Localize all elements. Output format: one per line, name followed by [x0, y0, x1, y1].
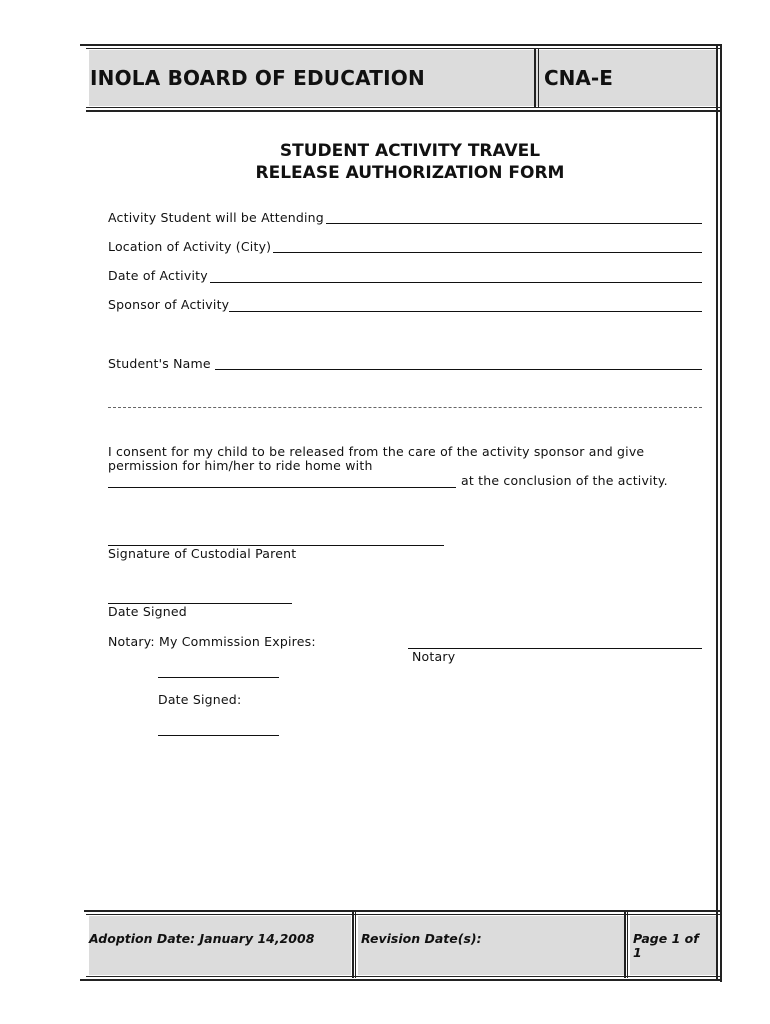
- header-divider-inner: [538, 48, 539, 108]
- revision-dates: Revision Date(s):: [361, 931, 482, 946]
- header-border-bottom-outer: [86, 110, 722, 112]
- signature-label: Signature of Custodial Parent: [108, 546, 297, 561]
- cut-line: [108, 407, 702, 408]
- student-name-label: Student's Name: [108, 356, 211, 371]
- notary-date-signed-label: Date Signed:: [158, 692, 242, 707]
- page-number-line-1: Page 1 of: [633, 931, 699, 946]
- date-field[interactable]: [210, 282, 702, 283]
- notary-date-signed-field[interactable]: [158, 735, 279, 736]
- consent-text-line-2: permission for him/her to ride home with: [108, 458, 373, 473]
- footer-divider-1: [352, 912, 354, 978]
- frame-border-right-inner: [716, 46, 718, 980]
- frame-border-right: [720, 44, 722, 982]
- form-title-line-2: RELEASE AUTHORIZATION FORM: [255, 163, 565, 183]
- date-label: Date of Activity: [108, 268, 208, 283]
- consent-text-line-1: I consent for my child to be released from the care of the activity sponsor and give: [108, 444, 645, 459]
- page-number-line-2: 1: [633, 945, 642, 960]
- form-title-line-1: STUDENT ACTIVITY TRAVEL: [279, 141, 541, 161]
- location-label: Location of Activity (City): [108, 239, 272, 254]
- footer-border-bottom-inner: [86, 976, 720, 977]
- frame-border-top-inner: [86, 48, 722, 49]
- organization-title: INOLA BOARD OF EDUCATION: [90, 66, 425, 90]
- commission-expires-field[interactable]: [158, 677, 279, 678]
- consent-text-end: at the conclusion of the activity.: [461, 473, 668, 488]
- frame-border-top: [80, 44, 722, 46]
- sponsor-label: Sponsor of Activity: [108, 297, 230, 312]
- location-field[interactable]: [273, 252, 702, 253]
- header-border-bottom: [86, 107, 720, 108]
- activity-label: Activity Student will be Attending: [108, 210, 324, 225]
- footer-divider-1-inner: [355, 912, 356, 978]
- ride-home-with-field[interactable]: [108, 487, 456, 488]
- footer-divider-2-inner: [627, 912, 628, 978]
- header-divider: [534, 48, 536, 108]
- notary-label: Notary: [412, 649, 456, 664]
- activity-field[interactable]: [326, 223, 702, 224]
- student-name-field[interactable]: [215, 369, 702, 370]
- notary-commission-label: Notary: My Commission Expires:: [108, 634, 316, 649]
- footer-border-bottom: [80, 979, 722, 981]
- date-signed-label: Date Signed: [108, 604, 187, 619]
- adoption-date: Adoption Date: January 14,2008: [89, 931, 315, 946]
- document-code: CNA-E: [544, 66, 613, 90]
- footer-divider-2: [624, 912, 626, 978]
- sponsor-field[interactable]: [229, 311, 702, 312]
